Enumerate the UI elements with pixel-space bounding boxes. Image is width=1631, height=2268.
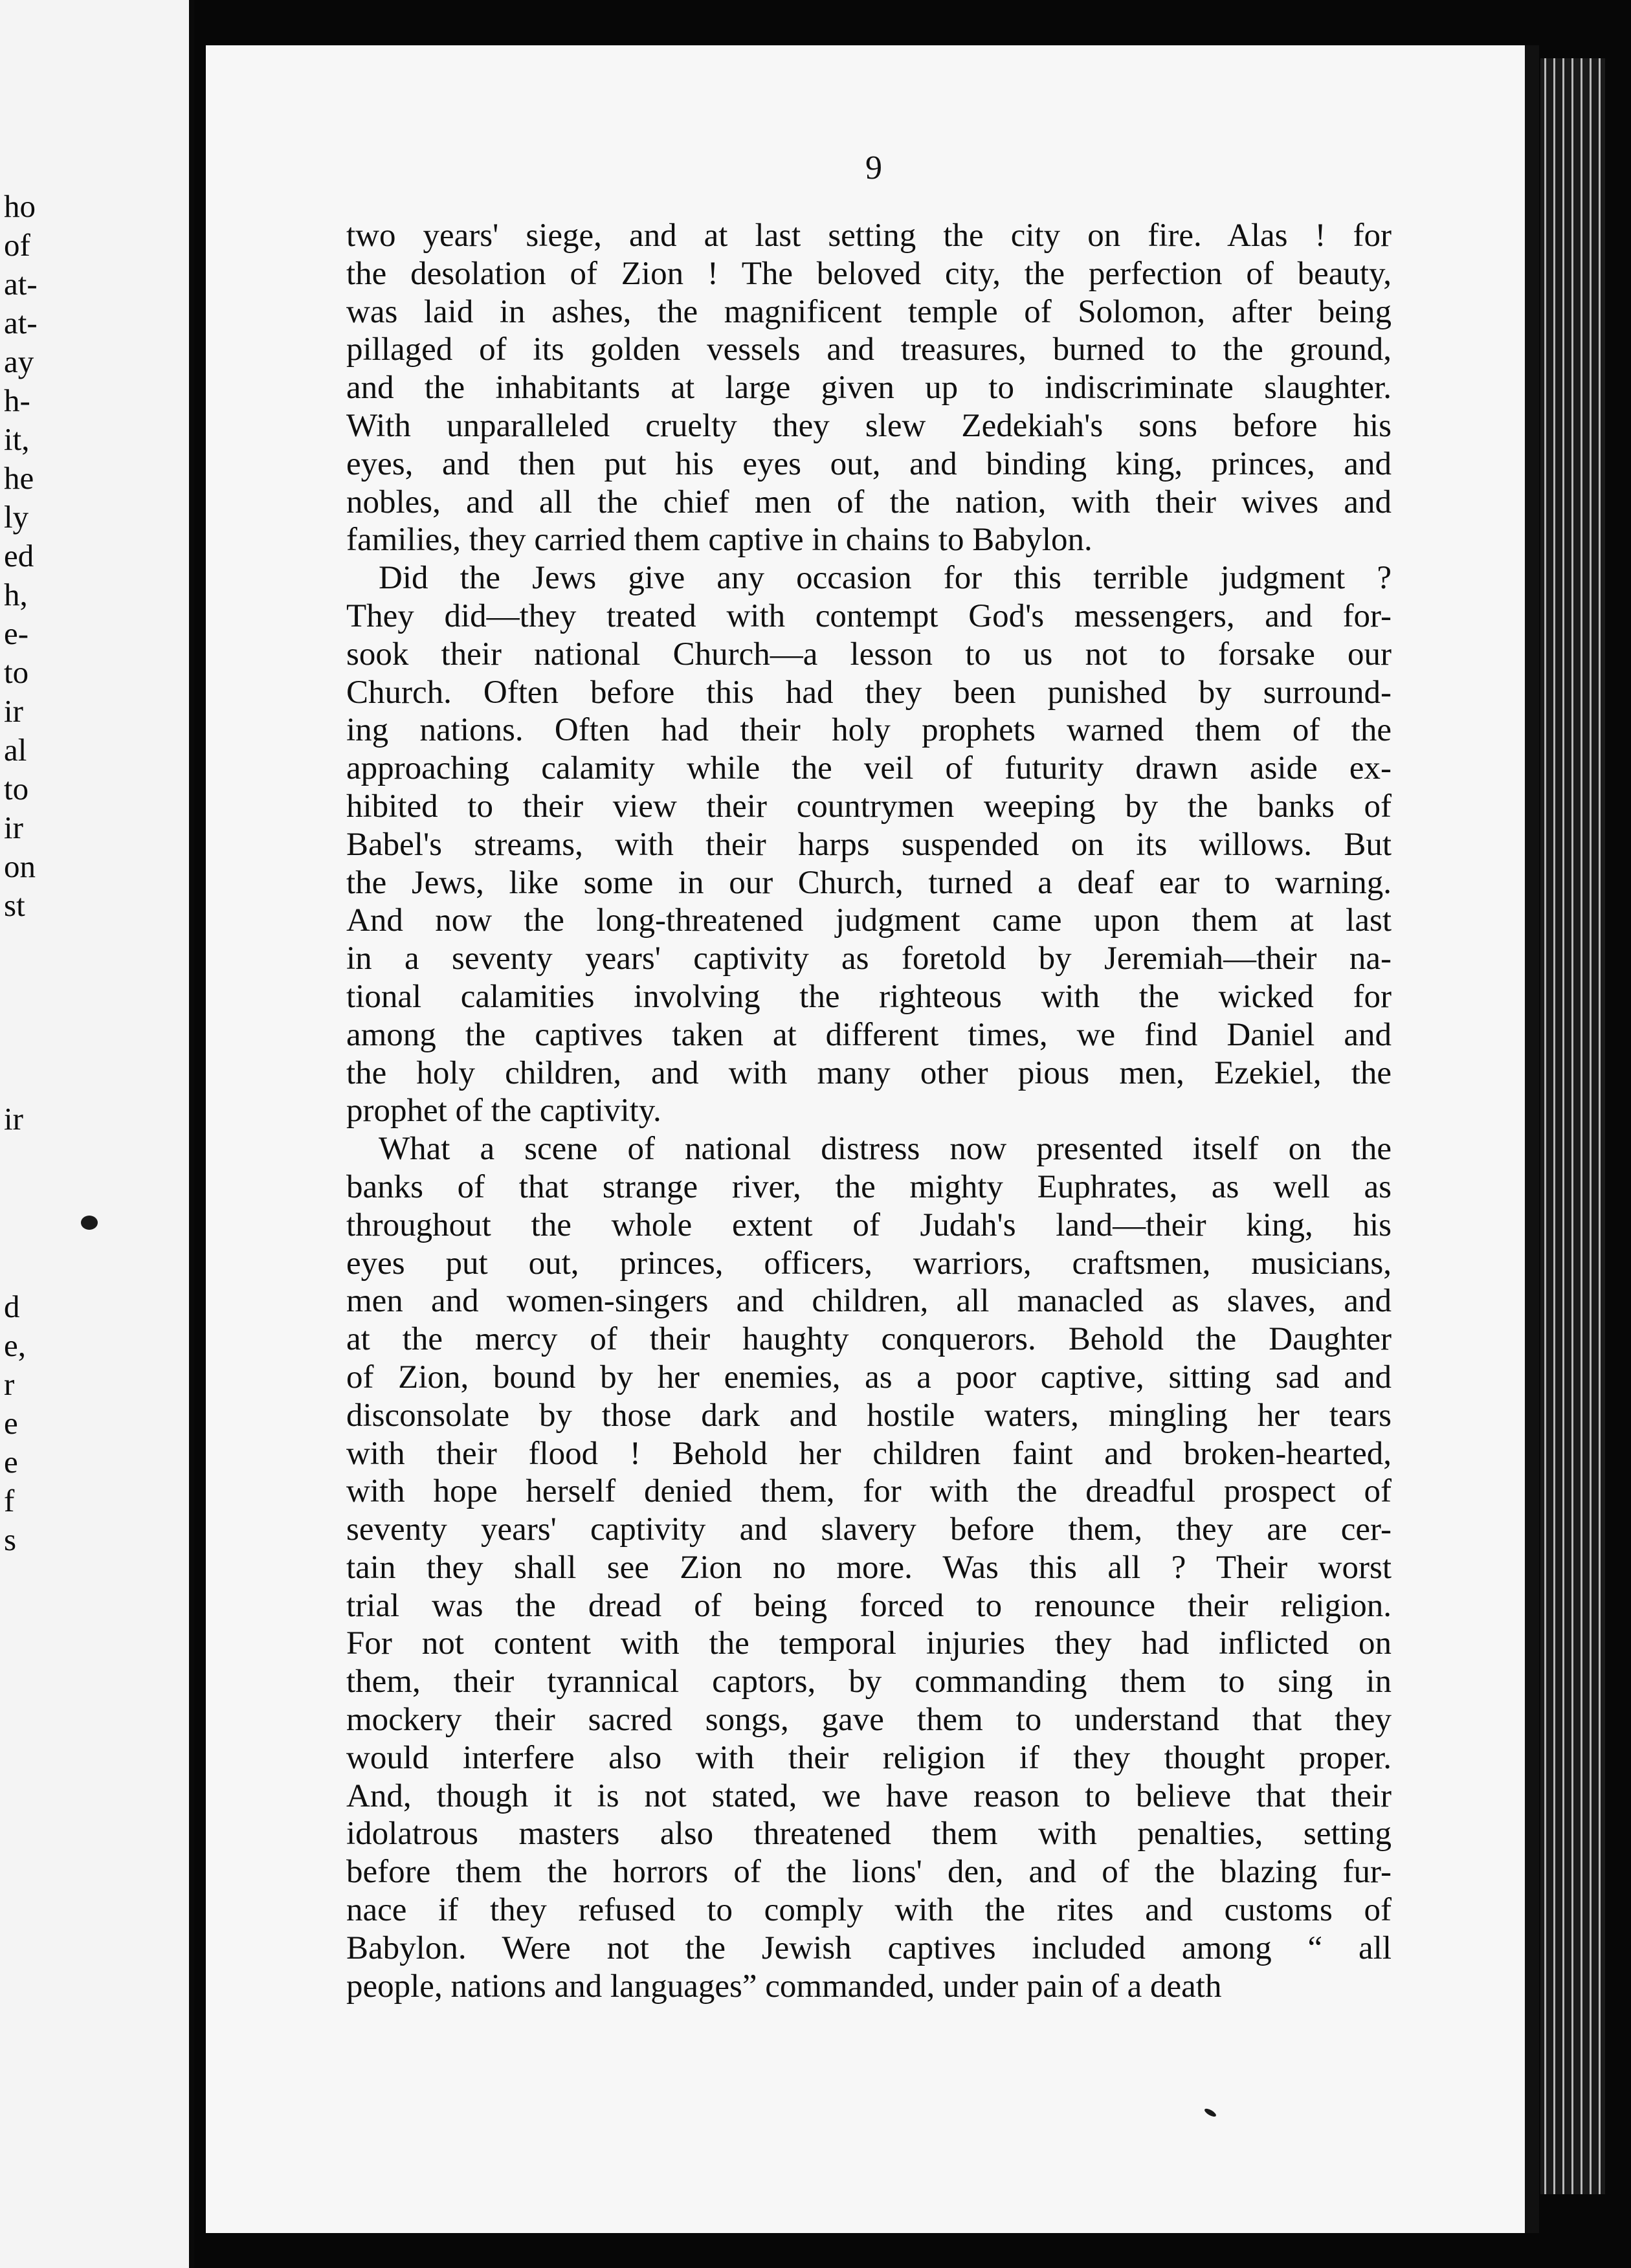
text-line: disconsolate by those dark and hostile waters, mingling her tears [346,1397,1392,1434]
text-line: Babel's streams, with their harps suspended on its willows. But [346,826,1392,863]
left-page-fragment: ly [4,499,29,535]
text-line: eyes, and then put his eyes out, and binding king, princes, and [346,445,1392,482]
text-line: the Jews, like some in our Church, turned a deaf ear to warning. [346,864,1392,901]
text-line: of Zion, bound by her enemies, as a poor captive, sitting sad and [346,1359,1392,1395]
left-page-fragment: h, [4,577,28,612]
left-page-fragment: he [4,460,34,496]
text-line: Did the Jews give any occasion for this terrible judgment ? [379,560,1392,597]
text-line: What a scene of national distress now presented itself on the [379,1131,1392,1168]
text-line: among the captives taken at different times, we find Daniel and [346,1016,1392,1053]
left-page-fragment: e [4,1444,18,1480]
text-line: sook their national Church—a lesson to us not to forsake our [346,636,1392,673]
left-page-fragment: d [4,1289,20,1324]
text-line: was laid in ashes, the magnificent temple of Solomon, after being [346,293,1392,330]
body-text [346,217,1392,2005]
text-line: With unparalleled cruelty they slew Zedekiah's sons before his [346,407,1392,444]
left-page-fragment: f [4,1483,15,1518]
text-line: them, their tyrannical captors, by commanding them to sing in [346,1663,1392,1700]
left-page-fragment: on [4,849,36,884]
left-page-fragment: ir [4,693,23,729]
text-line: idolatrous masters also threatened them with penalties, setting [346,1816,1392,1852]
text-line: approaching calamity while the veil of futurity drawn aside ex- [346,750,1392,787]
text-line: mockery their sacred songs, gave them to understand that they [346,1702,1392,1739]
left-page-fragment: s [4,1522,17,1557]
text-line: with their flood ! Behold her children faint and broken-hearted, [346,1435,1392,1472]
text-line: with hope herself denied them, for with the dreadful prospect of [346,1473,1392,1510]
text-line: And, though it is not stated, we have reason to believe that their [346,1777,1392,1814]
text-line: And now the long-threatened judgment came upon them at last [346,902,1392,939]
text-line: people, nations and languages” commanded, under pain of a death [346,1968,1222,2005]
left-page-fragment: e [4,1405,18,1441]
left-page-fragment: at- [4,305,38,340]
text-line: nace if they refused to comply with the rites and customs of [346,1892,1392,1929]
scan-speck [81,1216,98,1230]
page-edge [1540,58,1605,2194]
left-page-fragment: at- [4,266,38,302]
left-page-fragment: al [4,732,27,768]
text-line: seventy years' captivity and slavery before them, they are cer- [346,1511,1392,1548]
page-number: 9 [865,150,882,186]
text-line: trial was the dread of being forced to renounce their religion. [346,1587,1392,1624]
text-line: nobles, and all the chief men of the nation, with their wives and [346,484,1392,520]
left-page-fragment: ir [4,1101,23,1137]
left-page-fragment: it, [4,421,30,457]
text-line: the desolation of Zion ! The beloved city, the perfection of beauty, [346,255,1392,292]
text-line: hibited to their view their countrymen weeping by the banks of [346,788,1392,825]
text-line: They did—they treated with contempt God's messengers, and for- [346,597,1392,634]
text-line: in a seventy years' captivity as foretold by Jeremiah—their na- [346,940,1392,977]
left-page-fragment: e, [4,1328,26,1363]
left-page-fragment: r [4,1366,15,1402]
text-line: ing nations. Often had their holy prophets warned them of the [346,712,1392,749]
text-line: Church. Often before this had they been punished by surround- [346,674,1392,711]
text-line: at the mercy of their haughty conquerors. Behold the Daughter [346,1321,1392,1358]
text-line: and the inhabitants at large given up to indiscriminate slaughter. [346,370,1392,406]
left-page-fragment: ay [4,344,34,379]
text-line: tain they shall see Zion no more. Was this all ? Their worst [346,1549,1392,1586]
left-page-fragment: h- [4,383,30,418]
text-line: pillaged of its golden vessels and treasures, burned to the ground, [346,331,1392,368]
text-line: the holy children, and with many other pious men, Ezekiel, the [346,1054,1392,1091]
text-line: families, they carried them captive in chains to Babylon. [346,522,1093,559]
left-page-fragment: st [4,887,25,923]
left-page-fragment: ho [4,188,36,224]
left-page-fragment: ir [4,810,23,845]
left-page-fragment: ed [4,538,34,573]
text-line: men and women-singers and children, all manacled as slaves, and [346,1283,1392,1320]
text-line: tional calamities involving the righteous with the wicked for [346,978,1392,1015]
left-page-fragment: to [4,771,29,806]
text-line: before them the horrors of the lions' den, and of the blazing fur- [346,1854,1392,1891]
text-line: throughout the whole extent of Judah's land—their king, his [346,1206,1392,1243]
text-line: eyes put out, princes, officers, warriors, craftsmen, musicians, [346,1245,1392,1282]
left-page-fragment: to [4,654,29,690]
left-page [0,0,194,2268]
text-line: would interfere also with their religion if they thought proper. [346,1739,1392,1776]
text-line: two years' siege, and at last setting the city on fire. Alas ! for [346,217,1392,254]
text-line: Babylon. Were not the Jewish captives included among “ all [346,1929,1392,1966]
text-line: banks of that strange river, the mighty Euphrates, as well as [346,1168,1392,1205]
left-page-fragment: e- [4,616,29,651]
left-page-fragment: of [4,227,30,263]
text-line: For not content with the temporal injuries they had inflicted on [346,1625,1392,1662]
text-line: prophet of the captivity. [346,1093,661,1129]
